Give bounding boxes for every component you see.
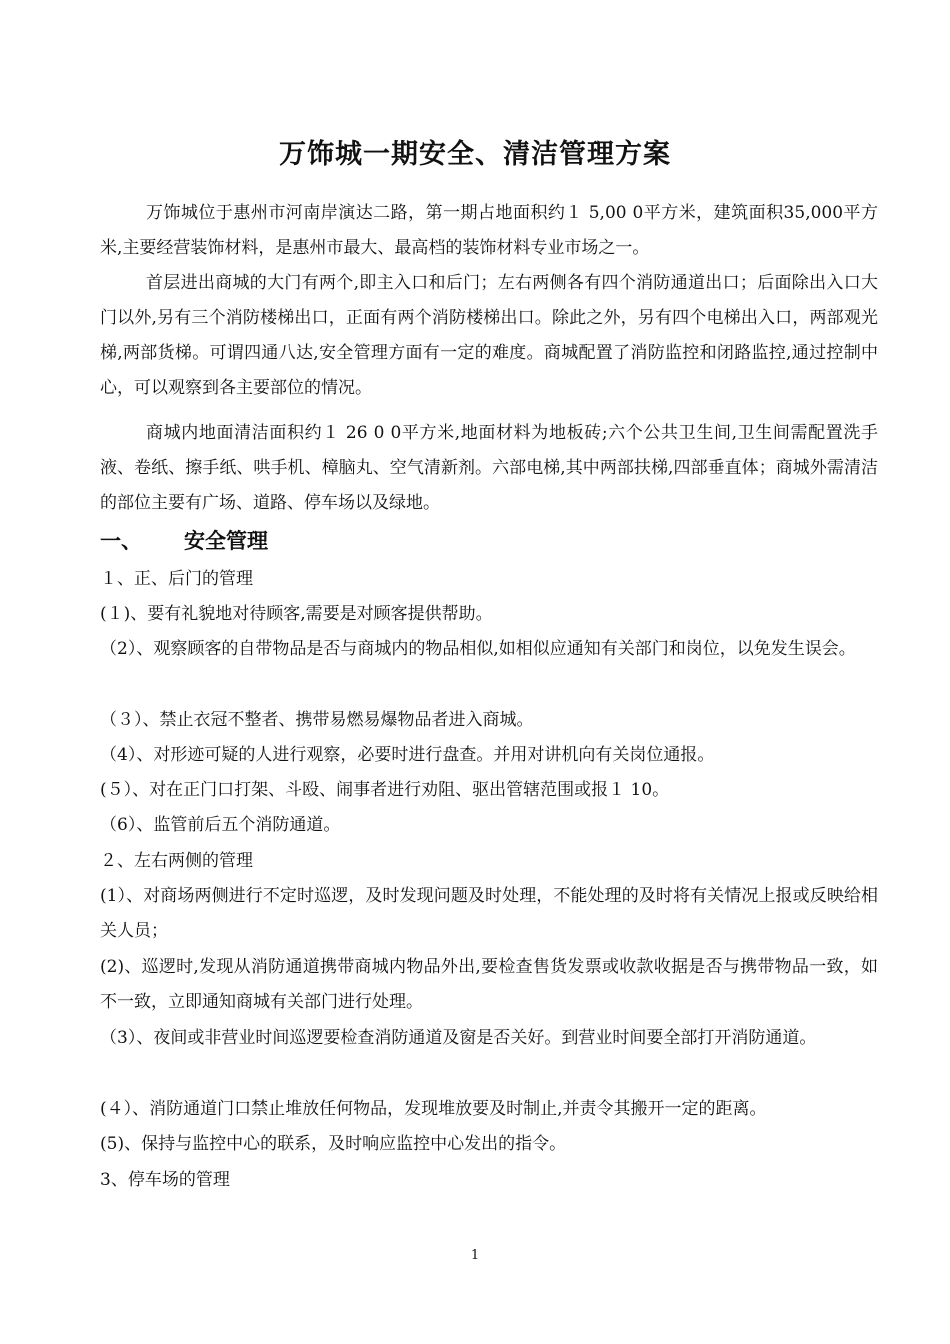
section-number: 一、 [100, 528, 142, 553]
subsection-title-parking: 3、停车场的管理 [100, 1170, 230, 1190]
subsection-title-sides: ２、左右两侧的管理 [100, 851, 253, 871]
list-item: (2)、巡逻时,发现从消防通道携带商城内物品外出,要检查售货发票或收款收据是否与携带物品一致，如不一致，立即通知商城有关部门进行处理。 [100, 957, 878, 1012]
subsection-title-gates: １、正、后门的管理 [100, 569, 253, 589]
page-number: 1 [470, 1248, 480, 1263]
section-label: 安全管理 [184, 528, 268, 553]
list-item: （3）、夜间或非营业时间巡逻要检查消防通道及窗是否关好。到营业时间要全部打开消防通道。 [100, 1028, 817, 1048]
list-item: (４）、消防通道门口禁止堆放任何物品，发现堆放要及时制止,并责令其搬开一定的距离。 [100, 1099, 767, 1119]
intro-paragraph-1: 万饰城位于惠州市河南岸演达二路，第一期占地面积约１ 5,00 0平方米，建筑面积35,000平方米,主要经营装饰材料，是惠州市最大、最高档的装饰材料专业市场之一。 [100, 203, 878, 258]
intro-paragraph-3: 商城内地面清洁面积约１ 26 0 0平方米,地面材料为地板砖;六个公共卫生间,卫生间需配置洗手液、卷纸、擦手纸、哄手机、樟脑丸、空气清新剂。六部电梯,其中两部扶梯,四部垂直体；商城外需清洁的部位主要有广场、道路、停车场以及绿地。 [100, 423, 878, 513]
section-heading-safety [100, 525, 268, 555]
list-item: （３）、禁止衣冠不整者、携带易燃易爆物品者进入商城。 [100, 710, 534, 730]
list-item: (１)、要有礼貌地对待顾客,需要是对顾客提供帮助。 [100, 604, 493, 624]
intro-paragraph-2: 首层进出商城的大门有两个,即主入口和后门；左右两侧各有四个消防通道出口；后面除出入口大门以外,另有三个消防楼梯出口，正面有两个消防楼梯出口。除此之外，另有四个电梯出入口，两部观光梯,两部货梯。可谓四通八达,安全管理方面有一定的难度。商城配置了消防监控和闭路监控,通过控制中心，可以观察到各主要部位的情况。 [100, 273, 878, 398]
list-item: (５）、对在正门口打架、斗殴、闹事者进行劝阻、驱出管辖范围或报１ 10。 [100, 780, 670, 800]
document-title: 万饰城一期安全、清洁管理方案 [279, 139, 671, 170]
list-item: (5)、保持与监控中心的联系，及时响应监控中心发出的指令。 [100, 1134, 567, 1154]
list-item: (1）、对商场两侧进行不定时巡逻，及时发现问题及时处理，不能处理的及时将有关情况上报或反映给相关人员； [100, 886, 878, 941]
list-item: （2）、观察顾客的自带物品是否与商城内的物品相似,如相似应通知有关部门和岗位，以免发生误会。 [100, 639, 856, 659]
list-item: （4）、对形迹可疑的人进行观察，必要时进行盘查。并用对讲机向有关岗位通报。 [100, 745, 715, 765]
list-item: （6）、监管前后五个消防通道。 [100, 815, 341, 835]
